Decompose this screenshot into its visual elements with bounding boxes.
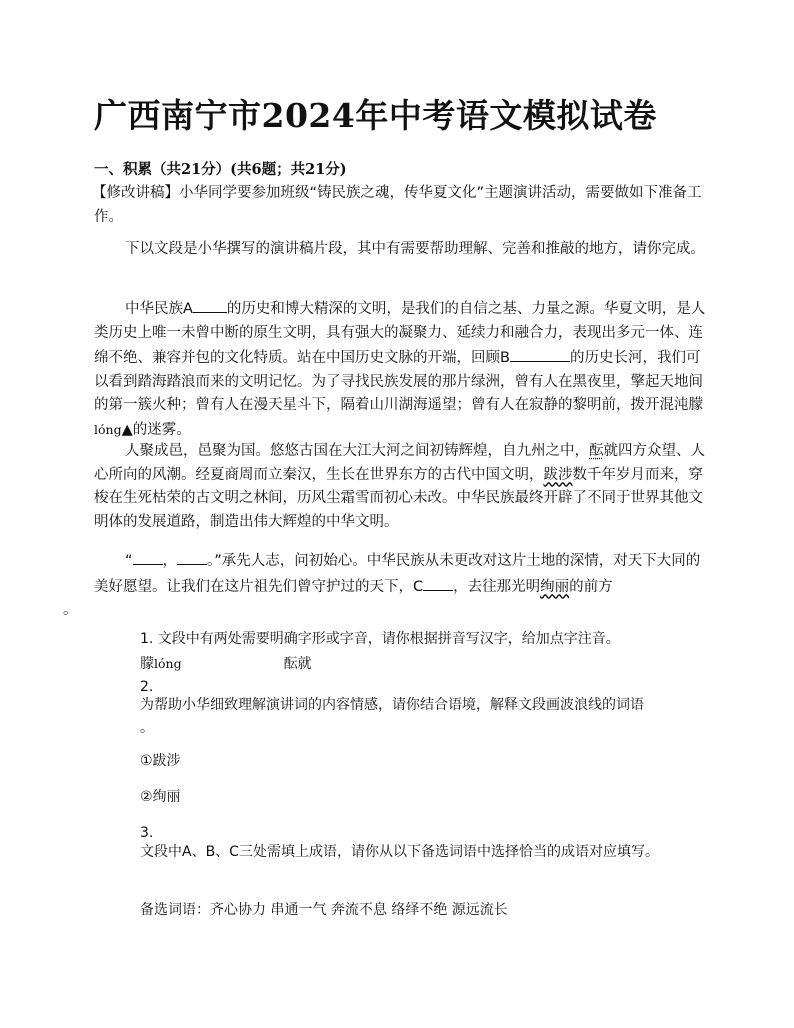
question-2: 为帮助小华细致理解演讲词的内容情感，请你结合语境，解释文段画波浪线的词语 。 — [140, 697, 644, 736]
q1-item-2: 酝就 — [283, 656, 312, 672]
blank-a — [193, 296, 227, 313]
section-heading: 一、积累（共21分）(共6题；共21分) — [94, 161, 347, 178]
question-3-options — [140, 899, 706, 922]
wavy-word-bashe: 跋涉 — [543, 466, 573, 483]
q2-item-1: ①跋涉 — [140, 753, 181, 769]
blank-quote-2 — [177, 548, 207, 565]
options-list: 齐心协力 串通一气 奔流不息 络绎不绝 源远流长 — [210, 902, 508, 918]
placeholder-triangle: ▲ — [121, 421, 133, 438]
passage-paragraph-2: 人聚成邑，邑聚为国。悠悠古国在大江大河之间初铸辉煌，自九州之中，酝就四方众望、人心所向的风潮。经夏商周而立秦汉，生长在世界东方的古代中国文明，跋涉数千年岁月而来，穿梭在生死枯荣的古文明之林间，历风尘霜雪而初心未改。中华民族最终开辟了不同于世界其他文明体的发展道路，制造出伟大辉煌的中华文明。 — [94, 443, 705, 530]
question-3-number: 3. — [140, 825, 154, 841]
q2-item-2: ②绚丽 — [140, 789, 181, 805]
page-title: 广西南宁市2024年中考语文模拟试卷 — [94, 96, 657, 135]
dotted-char-yun: 酝 — [589, 443, 604, 459]
blank-c — [423, 574, 453, 591]
blank-quote-1 — [133, 548, 163, 565]
question-1-items — [140, 652, 706, 676]
q1-item-pinyin: lóng — [154, 656, 182, 671]
question-1: 1. 文段中有两处需要明确字形或字音，请你根据拼音写汉字，给加点字注音。 — [140, 631, 620, 647]
instruction-paragraph: 下以文段是小华撰写的演讲稿片段，其中有需要帮助理解、完善和推敲的地方，请你完成。 — [125, 241, 705, 257]
question-3: 文段中A、B、C三处需填上成语，请你从以下备选词语中选择恰当的成语对应填写。 — [140, 844, 659, 860]
passage-paragraph-1: 中华民族A 的历史和博大精深的文明，是我们的自信之基、力量之源。华夏文明，是人类历史上唯一未曾中断的原生文明，具有强大的凝聚力、延续力和融合力，表现出多元一体、连绵不绝、兼容并包的文化特质。站在中国历史文脉的开端，回顾B 的历史长河，我们可以看到踏海踏浪而来的文明记忆。为了寻找民族发展的那片绿洲，曾有人在黑夜里，擎起天地间的第一簇火种；曾有人在漫天星斗下，隔着山川湖海遥望；曾有人在寂静的黎明前，拨开混沌朦lóng▲的迷雾。 — [94, 296, 706, 442]
intro-text: 小华同学要参加班级“铸民族之魂，传华夏文化”主题演讲活动，需要做如下准备工作。 — [94, 185, 702, 225]
intro-paragraph — [94, 182, 706, 229]
blank-b — [510, 345, 570, 362]
passage-paragraph-3: “ ， 。”承先人志，问初始心。中华民族从未更改对这片土地的深情，对天下大同的美好愿望。让我们在这片祖先们曾守护过的天下，C ，去往那光明绚丽的前方 。 — [94, 548, 706, 623]
pinyin-long: lóng — [94, 421, 122, 437]
wavy-word-xuanli: 绚丽 — [540, 578, 570, 595]
question-2-number: 2. — [140, 679, 154, 695]
q1-item-char: 朦 — [140, 656, 154, 672]
intro-tag: 【修改讲稿】 — [92, 185, 179, 201]
options-label: 备选词语： — [140, 902, 210, 918]
